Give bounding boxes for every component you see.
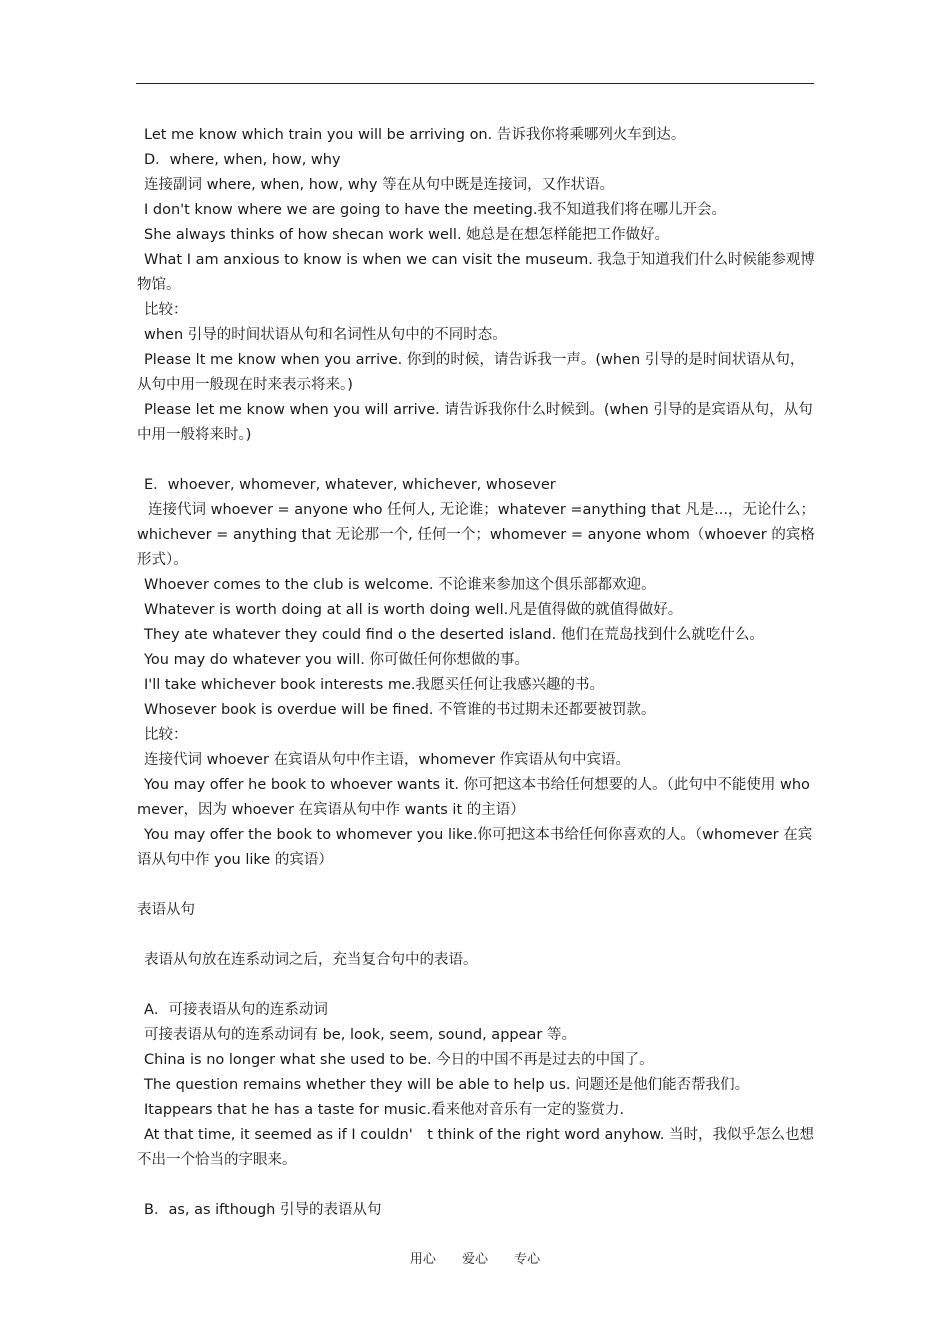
text-line: I don't know where we are going to have the meeting.我不知道我们将在哪儿开会。 <box>144 202 726 218</box>
footer-word: 爱心 <box>461 1252 488 1267</box>
header-rule <box>136 83 814 84</box>
text-line: Please let me know when you will arrive. 请告诉我你什么时候到。(when 引导的是宾语从句，从句中用一般将来时。) <box>137 402 813 443</box>
text-line: when 引导的时间状语从句和名词性从句中的不同时态。 <box>144 327 507 343</box>
text-line: China is no longer what she used to be. 今日的中国不再是过去的中国了。 <box>144 1052 654 1068</box>
text-line: Whatever is worth doing at all is worth doing well.凡是值得做的就值得做好。 <box>144 602 683 618</box>
text-line: I'll take whichever book interests me.我愿买任何让我感兴趣的书。 <box>144 677 605 693</box>
text-line: Whoever comes to the club is welcome. 不论谁来参加这个俱乐部都欢迎。 <box>144 577 656 593</box>
compare-label: 比较： <box>144 302 188 318</box>
text-line: 表语从句放在连系动词之后，充当复合句中的表语。 <box>144 952 478 968</box>
section-heading-e: E．whoever, whomever, whatever, whichever, whosever <box>144 477 556 493</box>
blank-line <box>137 873 817 898</box>
text-line: Let me know which train you will be arriving on. 告诉我你将乘哪列火车到达。 <box>144 127 686 143</box>
section-heading-a: A．可接表语从句的连系动词 <box>144 1002 328 1018</box>
text-line: They ate whatever they could find o the deserted island. 他们在荒岛找到什么就吃什么。 <box>144 627 764 643</box>
document-body <box>137 123 817 1223</box>
text-line: Please lt me know when you arrive. 你到的时候，请告诉我一声。(when 引导的是时间状语从句，从句中用一般现在时来表示将来。) <box>137 352 805 393</box>
text-line: 连接代词 whoever 在宾语从句中作主语，whomever 作宾语从句中宾语。 <box>144 752 631 768</box>
text-line: You may do whatever you will. 你可做任何你想做的事。 <box>144 652 530 668</box>
blank-line <box>137 1173 817 1198</box>
text-line: At that time, it seemed as if I couldn' t think of the right word anyhow. 当时，我似乎怎么也想不出一个恰当的字眼来。 <box>137 1127 814 1168</box>
page-footer <box>0 1248 950 1267</box>
blank-line <box>137 448 817 473</box>
text-line: You may offer the book to whomever you like.你可把这本书给任何你喜欢的人。（whomever 在宾语从句中作 you like 的宾语） <box>137 827 813 868</box>
text-line: You may offer he book to whoever wants it. 你可把这本书给任何想要的人。（此句中不能使用 whomever，因为 whoever 在宾语从句中作 wants it 的主语） <box>137 777 810 818</box>
footer-word: 用心 <box>409 1252 436 1267</box>
blank-line <box>137 973 817 998</box>
footer-word: 专心 <box>514 1252 541 1267</box>
compare-label: 比较： <box>144 727 188 743</box>
text-line: 连接副词 where, when, how, why 等在从句中既是连接词，又作状语。 <box>144 177 615 193</box>
text-line: 连接代词 whoever = anyone who 任何人, 无论谁；whatever =anything that 凡是...，无论什么；whichever = anything that 无论那一个, 任何一个；whomever = anyone whom（whoever 的宾格形式）。 <box>137 502 815 568</box>
section-heading-d: D．where, when, how, why <box>144 152 341 168</box>
text-line: Itappears that he has a taste for music.看来他对音乐有一定的鉴赏力. <box>144 1102 625 1118</box>
section-heading-b: B．as, as ifthough 引导的表语从句 <box>144 1202 382 1218</box>
text-line: She always thinks of how shecan work well. 她总是在想怎样能把工作做好。 <box>144 227 670 243</box>
text-line: What I am anxious to know is when we can visit the museum. 我急于知道我们什么时候能参观博物馆。 <box>137 252 815 293</box>
section-title-predicative-clause: 表语从句 <box>137 902 195 918</box>
blank-line <box>137 923 817 948</box>
text-line: 可接表语从句的连系动词有 be, look, seem, sound, appear 等。 <box>144 1027 576 1043</box>
text-line: Whosever book is overdue will be fined. 不管谁的书过期未还都要被罚款。 <box>144 702 656 718</box>
text-line: The question remains whether they will be able to help us. 问题还是他们能否帮我们。 <box>144 1077 750 1093</box>
